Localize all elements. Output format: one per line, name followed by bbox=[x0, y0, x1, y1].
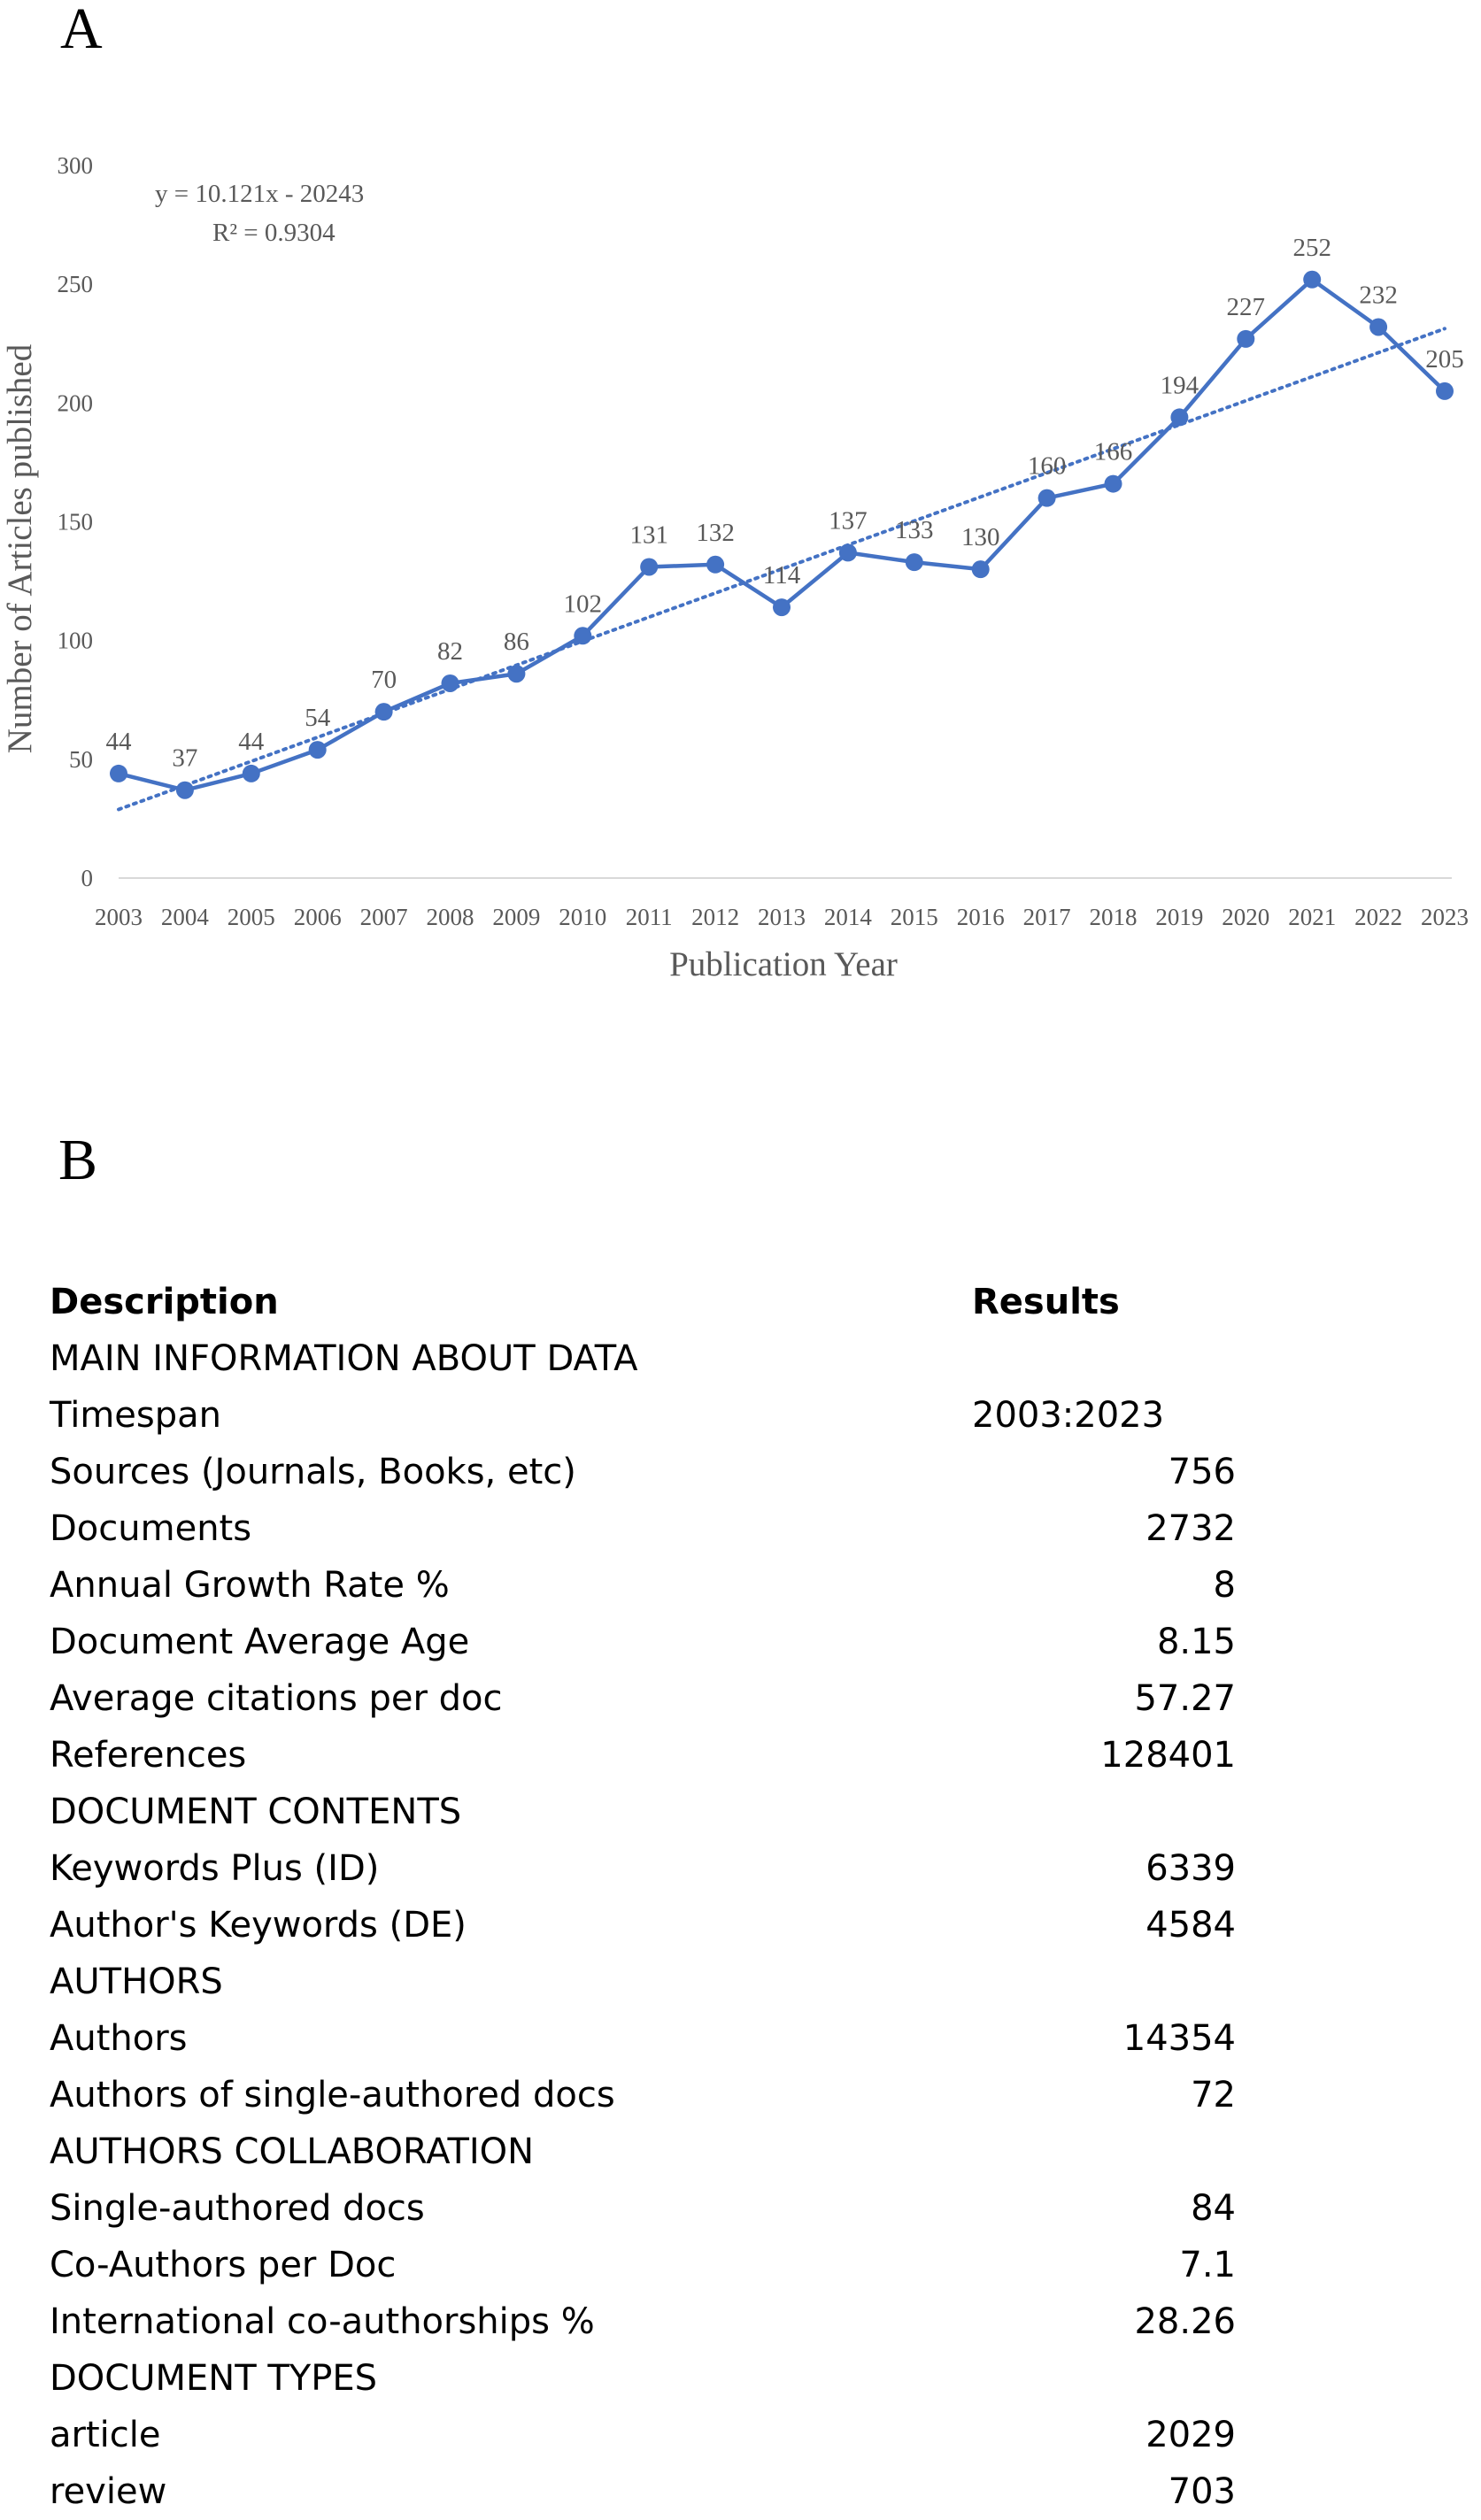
x-tick-label: 2012 bbox=[691, 904, 740, 930]
table-row bbox=[50, 2067, 1236, 2123]
data-point bbox=[375, 703, 393, 721]
data-point bbox=[1369, 318, 1387, 335]
y-tick-label: 50 bbox=[69, 745, 93, 773]
row-result: 2003:2023 bbox=[972, 1395, 1165, 1436]
row-result: 72 bbox=[1191, 2075, 1236, 2115]
y-tick-label: 0 bbox=[81, 865, 93, 891]
y-tick-label: 200 bbox=[57, 389, 93, 417]
table-row bbox=[50, 2293, 1236, 2350]
data-point bbox=[640, 558, 658, 575]
table-row bbox=[50, 2407, 1236, 2463]
data-label: 130 bbox=[960, 523, 1000, 552]
row-result: 4584 bbox=[1145, 1905, 1236, 1946]
y-tick-label: 150 bbox=[57, 508, 93, 536]
data-label: 133 bbox=[895, 516, 934, 545]
data-label: 205 bbox=[1425, 344, 1464, 374]
data-point bbox=[972, 560, 990, 578]
data-label: 114 bbox=[762, 561, 801, 590]
data-point bbox=[507, 665, 525, 682]
table-row bbox=[50, 1614, 1236, 1670]
data-label: 54 bbox=[305, 704, 331, 733]
trendline-r-squared: R² = 0.9304 bbox=[212, 219, 336, 247]
data-point bbox=[176, 782, 194, 799]
x-tick-label: 2022 bbox=[1354, 904, 1403, 930]
row-description: References bbox=[50, 1735, 247, 1776]
row-description: DOCUMENT TYPES bbox=[50, 2358, 377, 2399]
data-point bbox=[906, 553, 923, 571]
data-point bbox=[1105, 475, 1122, 493]
x-tick-label: 2019 bbox=[1155, 904, 1204, 930]
x-tick-label: 2008 bbox=[426, 904, 474, 930]
row-description: MAIN INFORMATION ABOUT DATA bbox=[50, 1338, 638, 1379]
row-result: 8 bbox=[1213, 1565, 1236, 1606]
y-axis-title: Number of Articles published bbox=[1, 343, 39, 754]
table-row bbox=[50, 2237, 1236, 2293]
data-label: 252 bbox=[1292, 233, 1331, 262]
data-point bbox=[574, 627, 591, 644]
table-row bbox=[50, 1670, 1236, 1727]
x-tick-label: 2015 bbox=[890, 904, 938, 930]
table-row bbox=[50, 1330, 1236, 1387]
data-point bbox=[773, 598, 791, 616]
data-labels-group bbox=[106, 234, 1464, 773]
column-header-description: Description bbox=[50, 1282, 279, 1322]
table-row bbox=[50, 1897, 1236, 1954]
data-point bbox=[1436, 382, 1454, 400]
row-description: Document Average Age bbox=[50, 1622, 470, 1662]
x-tick-label: 2011 bbox=[625, 904, 673, 930]
row-result: 84 bbox=[1191, 2188, 1236, 2229]
x-tick-label: 2018 bbox=[1089, 904, 1138, 930]
x-tick-label: 2005 bbox=[227, 904, 275, 930]
y-tick-labels bbox=[58, 152, 94, 891]
x-tick-label: 2010 bbox=[559, 904, 607, 930]
row-description: Average citations per doc bbox=[50, 1678, 503, 1719]
x-tick-label: 2023 bbox=[1421, 904, 1469, 930]
row-description: Co-Authors per Doc bbox=[50, 2245, 397, 2285]
table-row bbox=[50, 2010, 1236, 2067]
data-label: 166 bbox=[1093, 437, 1133, 466]
table-header-row bbox=[50, 1274, 1236, 1330]
row-description: review bbox=[50, 2471, 167, 2512]
data-label: 86 bbox=[503, 628, 529, 657]
table-row bbox=[50, 1387, 1236, 1444]
data-point bbox=[243, 765, 260, 782]
panel-label-a: A bbox=[60, 0, 103, 61]
row-result: 7.1 bbox=[1179, 2245, 1236, 2285]
row-result: 703 bbox=[1168, 2471, 1236, 2512]
x-axis-title: Publication Year bbox=[669, 945, 898, 983]
row-description: AUTHORS bbox=[50, 1961, 223, 2002]
data-point bbox=[1170, 408, 1188, 426]
table-row bbox=[50, 1444, 1236, 1500]
table-row bbox=[50, 1557, 1236, 1614]
row-result: 2029 bbox=[1145, 2415, 1236, 2455]
row-description: Documents bbox=[50, 1508, 252, 1549]
data-label: 82 bbox=[437, 636, 463, 666]
x-tick-label: 2007 bbox=[359, 904, 408, 930]
data-point bbox=[442, 674, 459, 692]
y-tick-label: 100 bbox=[57, 627, 93, 654]
data-label: 131 bbox=[629, 520, 668, 550]
data-point bbox=[1303, 271, 1321, 289]
data-point bbox=[839, 543, 857, 561]
row-result: 8.15 bbox=[1156, 1622, 1236, 1662]
row-result: 128401 bbox=[1100, 1735, 1236, 1776]
row-result: 2732 bbox=[1145, 1508, 1236, 1549]
summary-table bbox=[50, 1274, 1236, 2520]
x-tick-label: 2006 bbox=[293, 904, 342, 930]
data-label: 160 bbox=[1027, 451, 1067, 481]
data-label: 37 bbox=[172, 744, 198, 773]
row-description: AUTHORS COLLABORATION bbox=[50, 2131, 535, 2172]
data-label: 102 bbox=[563, 590, 603, 619]
row-description: Single-authored docs bbox=[50, 2188, 425, 2229]
x-tick-label: 2014 bbox=[823, 904, 872, 930]
row-description: Annual Growth Rate % bbox=[50, 1565, 450, 1606]
table-row bbox=[50, 1784, 1236, 1840]
x-tick-labels bbox=[95, 904, 1469, 930]
panel-label-b: B bbox=[58, 1128, 98, 1192]
row-description: Authors of single-authored docs bbox=[50, 2075, 615, 2115]
row-description: Authors bbox=[50, 2018, 188, 2059]
table-row bbox=[50, 1727, 1236, 1784]
x-tick-label: 2021 bbox=[1288, 904, 1337, 930]
data-label: 70 bbox=[371, 666, 397, 695]
row-result: 14354 bbox=[1122, 2018, 1236, 2059]
x-tick-label: 2016 bbox=[956, 904, 1005, 930]
data-point bbox=[110, 765, 127, 782]
table-row bbox=[50, 2123, 1236, 2180]
row-result: 57.27 bbox=[1134, 1678, 1236, 1719]
table-row bbox=[50, 1840, 1236, 1897]
table-row bbox=[50, 2350, 1236, 2407]
data-label: 132 bbox=[696, 518, 735, 547]
table-row bbox=[50, 2180, 1236, 2237]
x-tick-label: 2017 bbox=[1022, 904, 1071, 930]
row-result: 756 bbox=[1168, 1452, 1236, 1492]
row-description: Keywords Plus (ID) bbox=[50, 1848, 380, 1889]
data-label: 44 bbox=[105, 727, 132, 756]
row-result: 6339 bbox=[1145, 1848, 1236, 1889]
data-label: 194 bbox=[1160, 371, 1199, 400]
row-description: article bbox=[50, 2415, 161, 2455]
data-label: 232 bbox=[1359, 281, 1398, 310]
row-description: Author's Keywords (DE) bbox=[50, 1905, 467, 1946]
data-point bbox=[1237, 330, 1254, 348]
table-row bbox=[50, 1954, 1236, 2010]
row-result: 28.26 bbox=[1134, 2301, 1236, 2342]
x-tick-label: 2009 bbox=[492, 904, 541, 930]
table-row bbox=[50, 2463, 1236, 2520]
row-description: International co-authorships % bbox=[50, 2301, 595, 2342]
data-label: 44 bbox=[238, 727, 265, 756]
trendline-equation: y = 10.121x - 20243 bbox=[155, 180, 365, 208]
data-point bbox=[706, 556, 724, 574]
y-tick-label: 300 bbox=[57, 152, 93, 179]
row-description: Sources (Journals, Books, etc) bbox=[50, 1452, 576, 1492]
row-description: DOCUMENT CONTENTS bbox=[50, 1792, 462, 1832]
x-tick-label: 2003 bbox=[95, 904, 143, 930]
data-point bbox=[309, 741, 327, 759]
x-tick-label: 2013 bbox=[758, 904, 806, 930]
data-point bbox=[1038, 489, 1056, 507]
x-tick-label: 2020 bbox=[1222, 904, 1270, 930]
table-body bbox=[50, 1330, 1236, 2520]
data-label: 227 bbox=[1226, 292, 1266, 321]
line-chart bbox=[0, 0, 1481, 1027]
data-label: 137 bbox=[829, 506, 868, 536]
row-description: Timespan bbox=[50, 1395, 221, 1436]
x-tick-label: 2004 bbox=[160, 904, 209, 930]
y-tick-label: 250 bbox=[57, 271, 93, 298]
table-row bbox=[50, 1500, 1236, 1557]
column-header-results: Results bbox=[972, 1282, 1120, 1322]
